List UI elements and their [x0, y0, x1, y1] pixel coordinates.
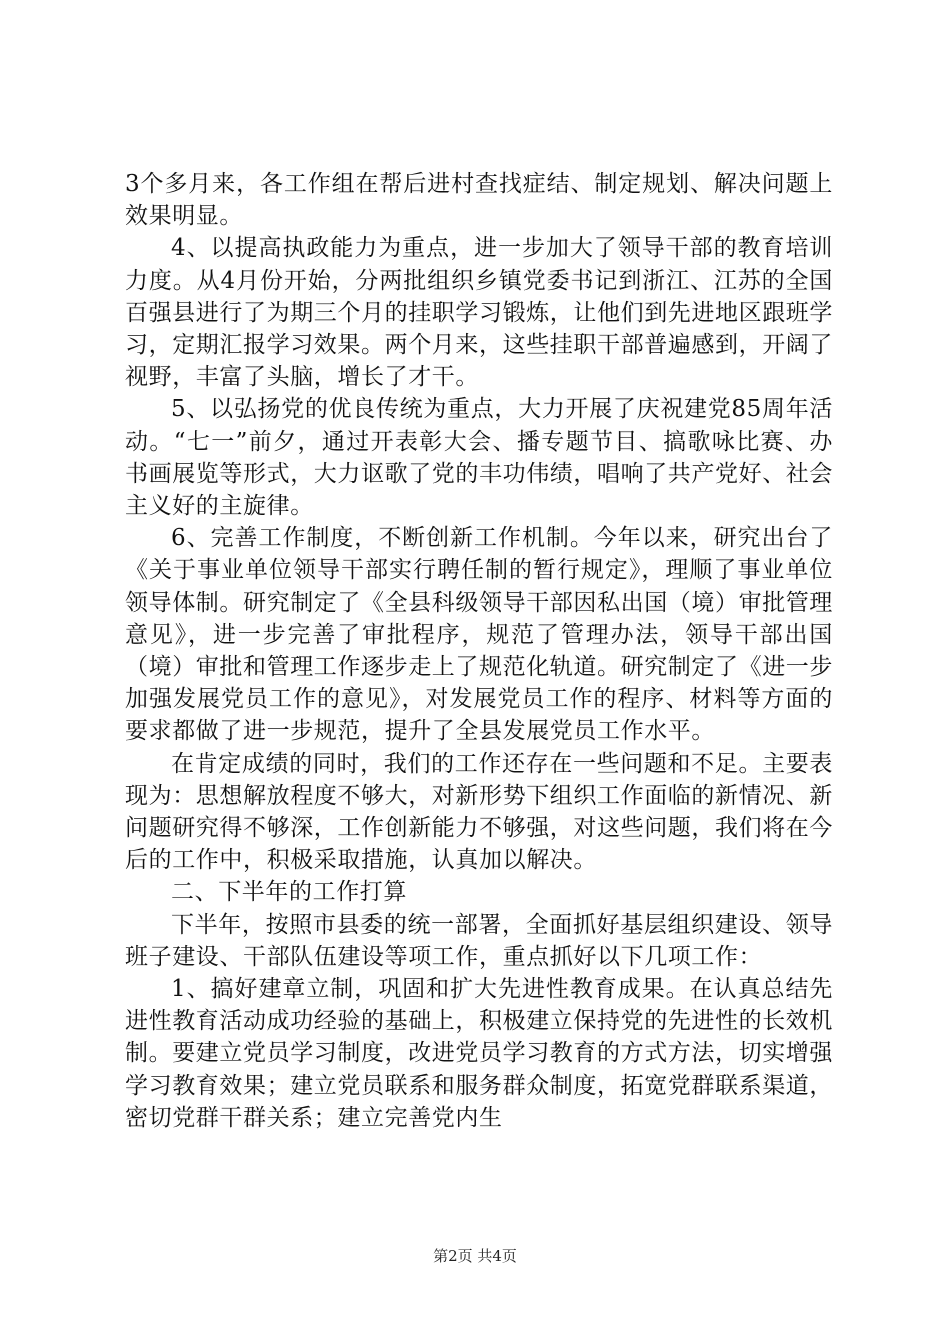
section-heading: 二、下半年的工作打算 — [171, 879, 407, 906]
paragraph-4: 6、完善工作制度，不断创新工作机制。今年以来，研究出台了《关于事业单位领导干部实行聘任制的暂行规定》，理顺了事业单位领导体制。研究制定了《全县科级领导干部因私出国（境）审批管理意见》，进一步完善了审批程序，规范了管理办法，领导干部出国（境）审批和管理工作逐步走上了规范化轨道。研究制定了《进一步加强发展党员工作的意见》，对发展党员工作的程序、材料等方面的要求都做了进一步规范，提升了全县发展党员工作水平。 — [125, 525, 833, 745]
paragraph-5: 在肯定成绩的同时，我们的工作还存在一些问题和不足。主要表现为：思想解放程度不够大，对新形势下组织工作面临的新情况、新问题研究得不够深，工作创新能力不够强，对这些问题，我们将在今后的工作中，积极采取措施，认真加以解决。 — [125, 750, 833, 874]
paragraph-6: 下半年，按照市县委的统一部署，全面抓好基层组织建设、领导班子建设、干部队伍建设等项工作，重点抓好以下几项工作： — [125, 911, 833, 970]
paragraph-3: 5、以弘扬党的优良传统为重点，大力开展了庆祝建党85周年活动。“七一”前夕，通过开表彰大会、播专题节目、搞歌咏比赛、办书画展览等形式，大力讴歌了党的丰功伟绩，唱响了共产党好、社会主义好的主旋律。 — [125, 396, 833, 520]
page-footer: 第2页 共4页 — [433, 1247, 517, 1265]
paragraph-1: 3个多月来，各工作组在帮后进村查找症结、制定规划、解决问题上效果明显。 — [125, 171, 833, 230]
paragraph-2: 4、以提高执政能力为重点，进一步加大了领导干部的教育培训力度。从4月份开始，分两批组织乡镇党委书记到浙江、江苏的全国百强县进行了为期三个月的挂职学习锻炼，让他们到先进地区跟班学习，定期汇报学习效果。两个月来，这些挂职干部普遍感到，开阔了视野，丰富了头脑，增长了才干。 — [125, 235, 833, 391]
paragraph-7: 1、搞好建章立制，巩固和扩大先进性教育成果。在认真总结先进性教育活动成功经验的基础上，积极建立保持党的先进性的长效机制。要建立党员学习制度，改进党员学习教育的方式方法，切实增强学习教育效果；建立党员联系和服务群众制度，拓宽党群联系渠道，密切党群干群关系；建立完善党内生 — [125, 976, 833, 1131]
document-body — [125, 168, 833, 1134]
